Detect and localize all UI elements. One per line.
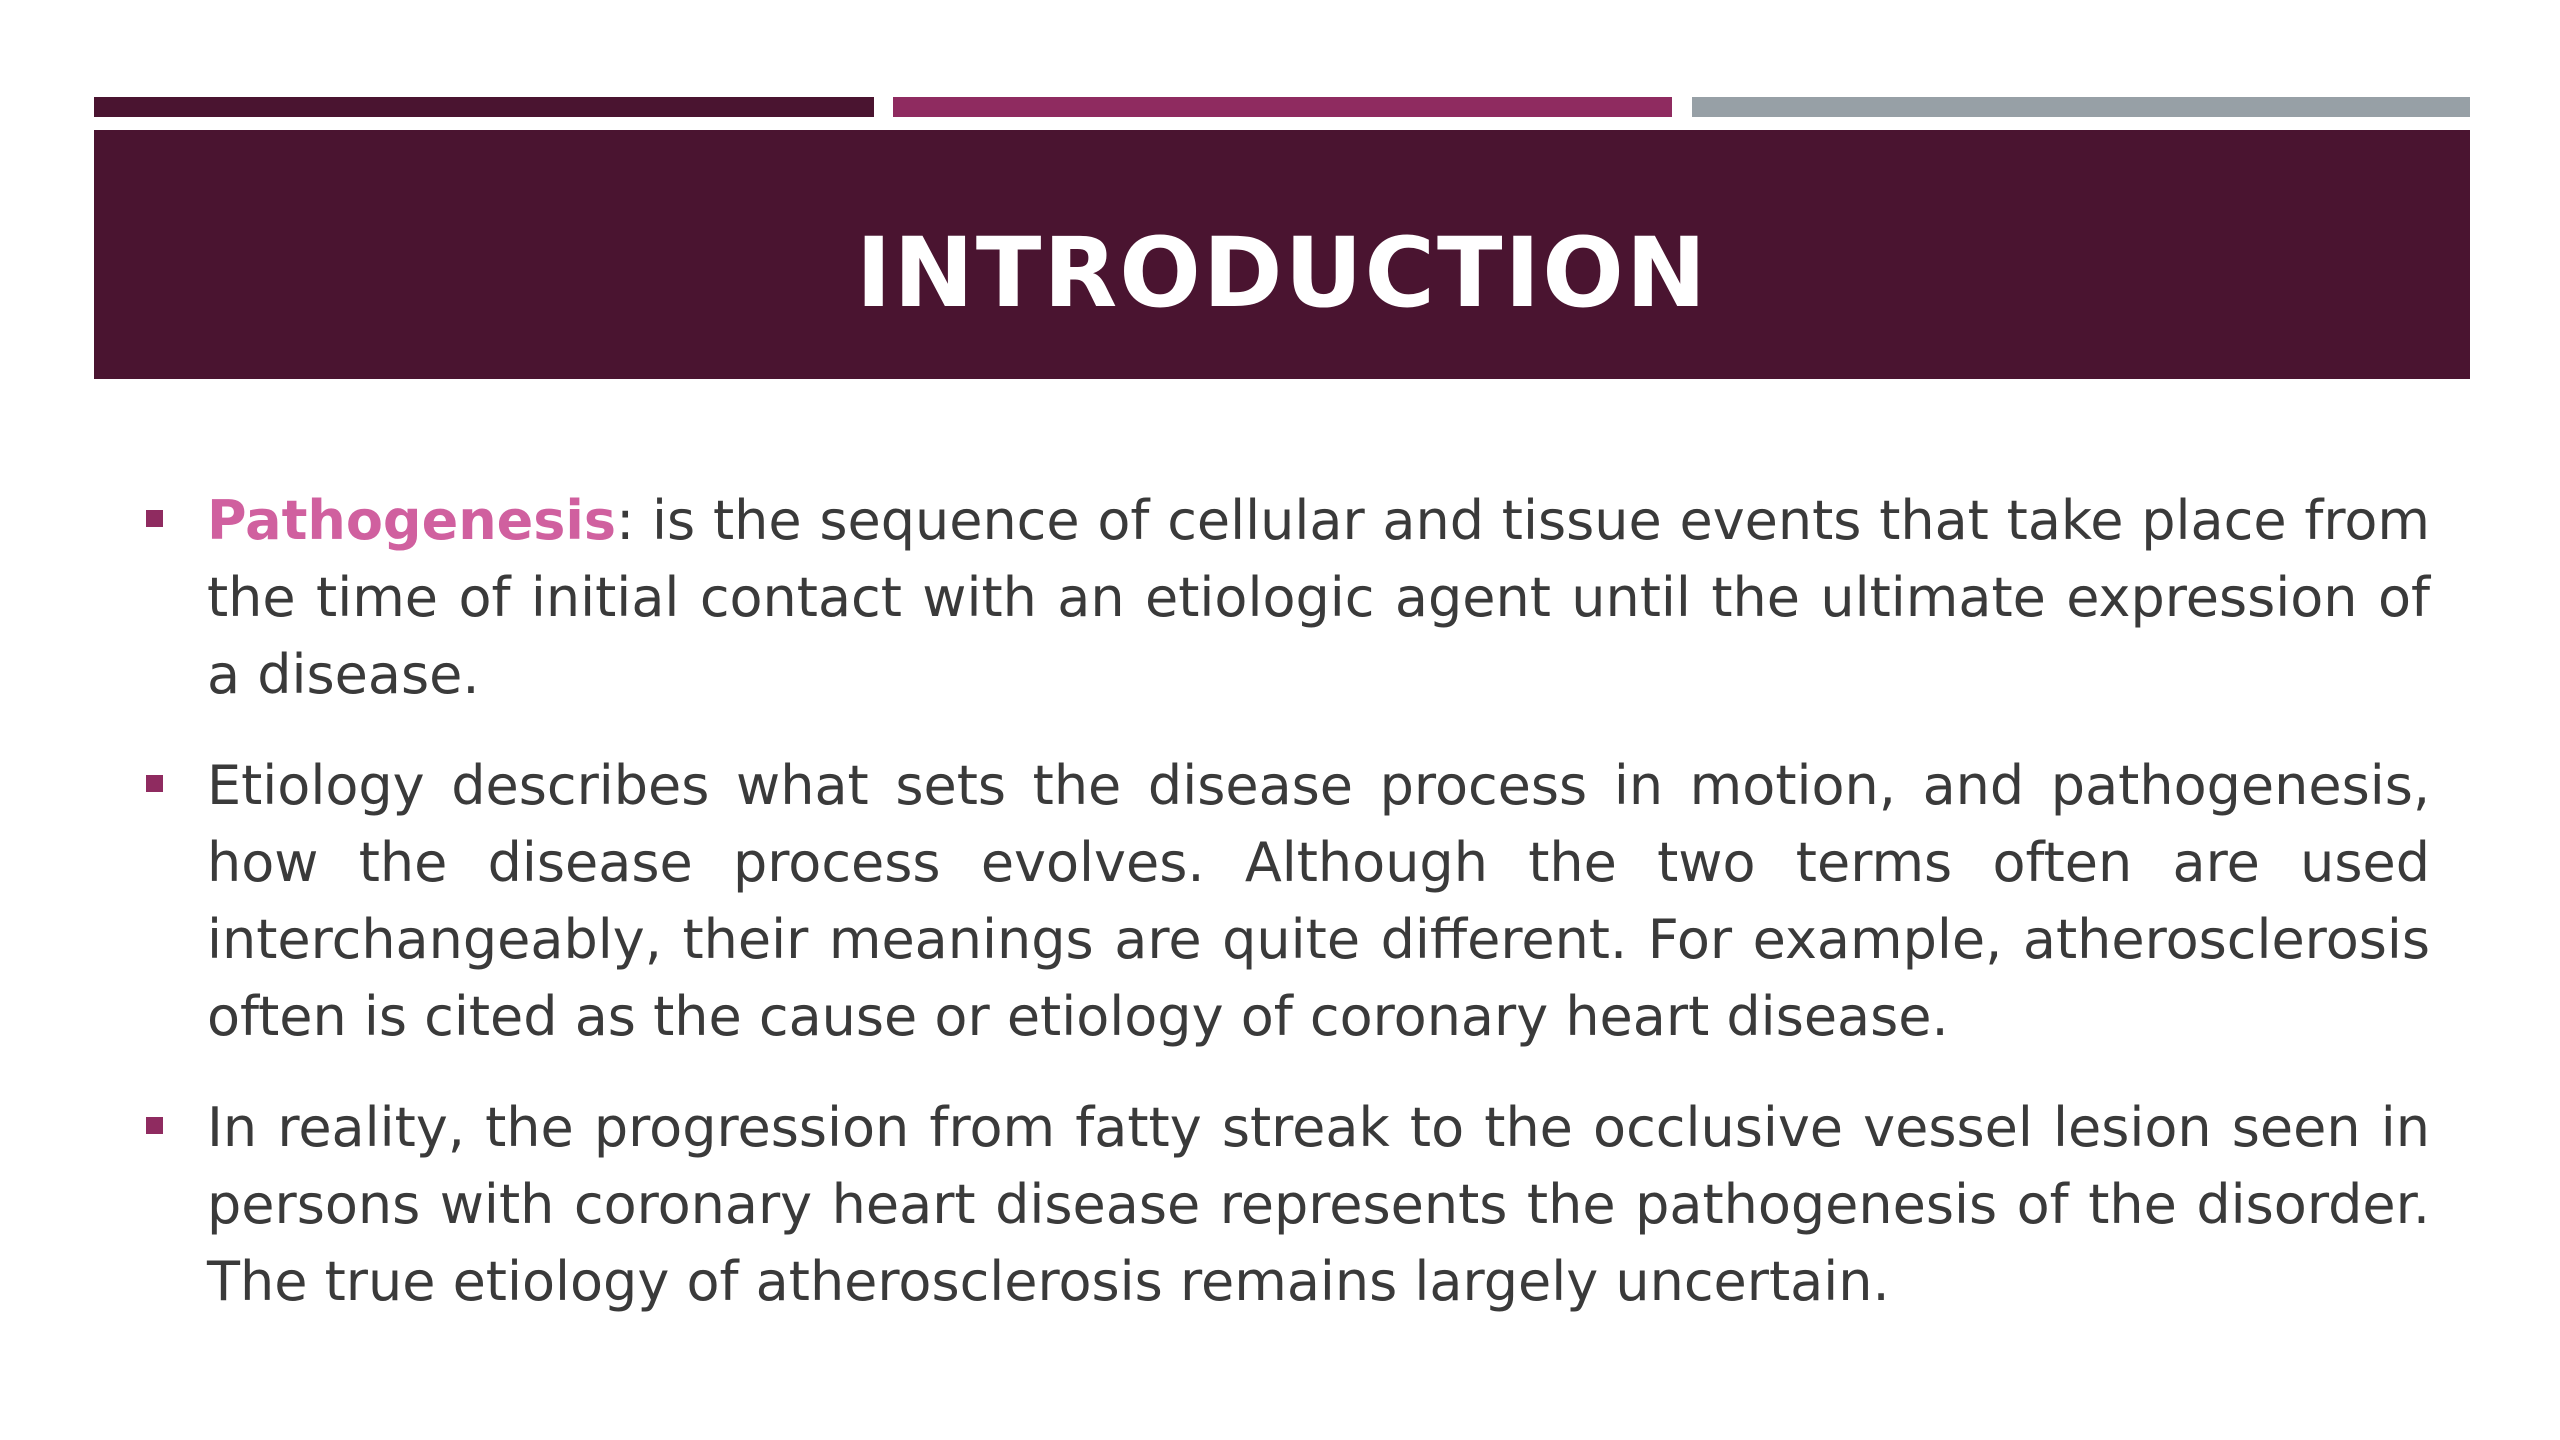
- term-highlight: Pathogenesis: [207, 489, 617, 552]
- bullet-text: [207, 1089, 2430, 1320]
- bullet-item: [140, 747, 2430, 1055]
- bullet-body: In reality, the progression from fatty streak to the occlusive vessel lesion seen in persons with coronary heart disease represents the pathogenesis of the disorder. The true etiology of atherosclerosis remains largely uncertain.: [207, 1096, 2430, 1313]
- bullet-item: [140, 482, 2430, 713]
- slide-title: INTRODUCTION: [855, 216, 1709, 329]
- top-bar-gray: [1692, 97, 2470, 117]
- bullet-text: [207, 482, 2430, 713]
- title-band: [94, 130, 2470, 379]
- top-bar-magenta: [893, 97, 1672, 117]
- bullet-square-icon: [146, 1117, 163, 1134]
- bullet-text: [207, 747, 2430, 1055]
- top-decorative-bars: [94, 97, 2470, 117]
- bullet-item: [140, 1089, 2430, 1320]
- bullet-square-icon: [146, 775, 163, 792]
- bullet-body: : is the sequence of cellular and tissue events that take place from the time of initial contact with an etiologic agent until the ultimate expression of a disease.: [207, 489, 2430, 706]
- top-bar-dark: [94, 97, 874, 117]
- bullet-body: Etiology describes what sets the disease process in motion, and pathogenesis, how the disease process evolves. Although the two terms often are used interchangeably, their meanings are quite different. For example, atherosclerosis often is cited as the cause or etiology of coronary heart disease.: [207, 754, 2430, 1048]
- slide-content: [140, 482, 2430, 1354]
- bullet-square-icon: [146, 510, 163, 527]
